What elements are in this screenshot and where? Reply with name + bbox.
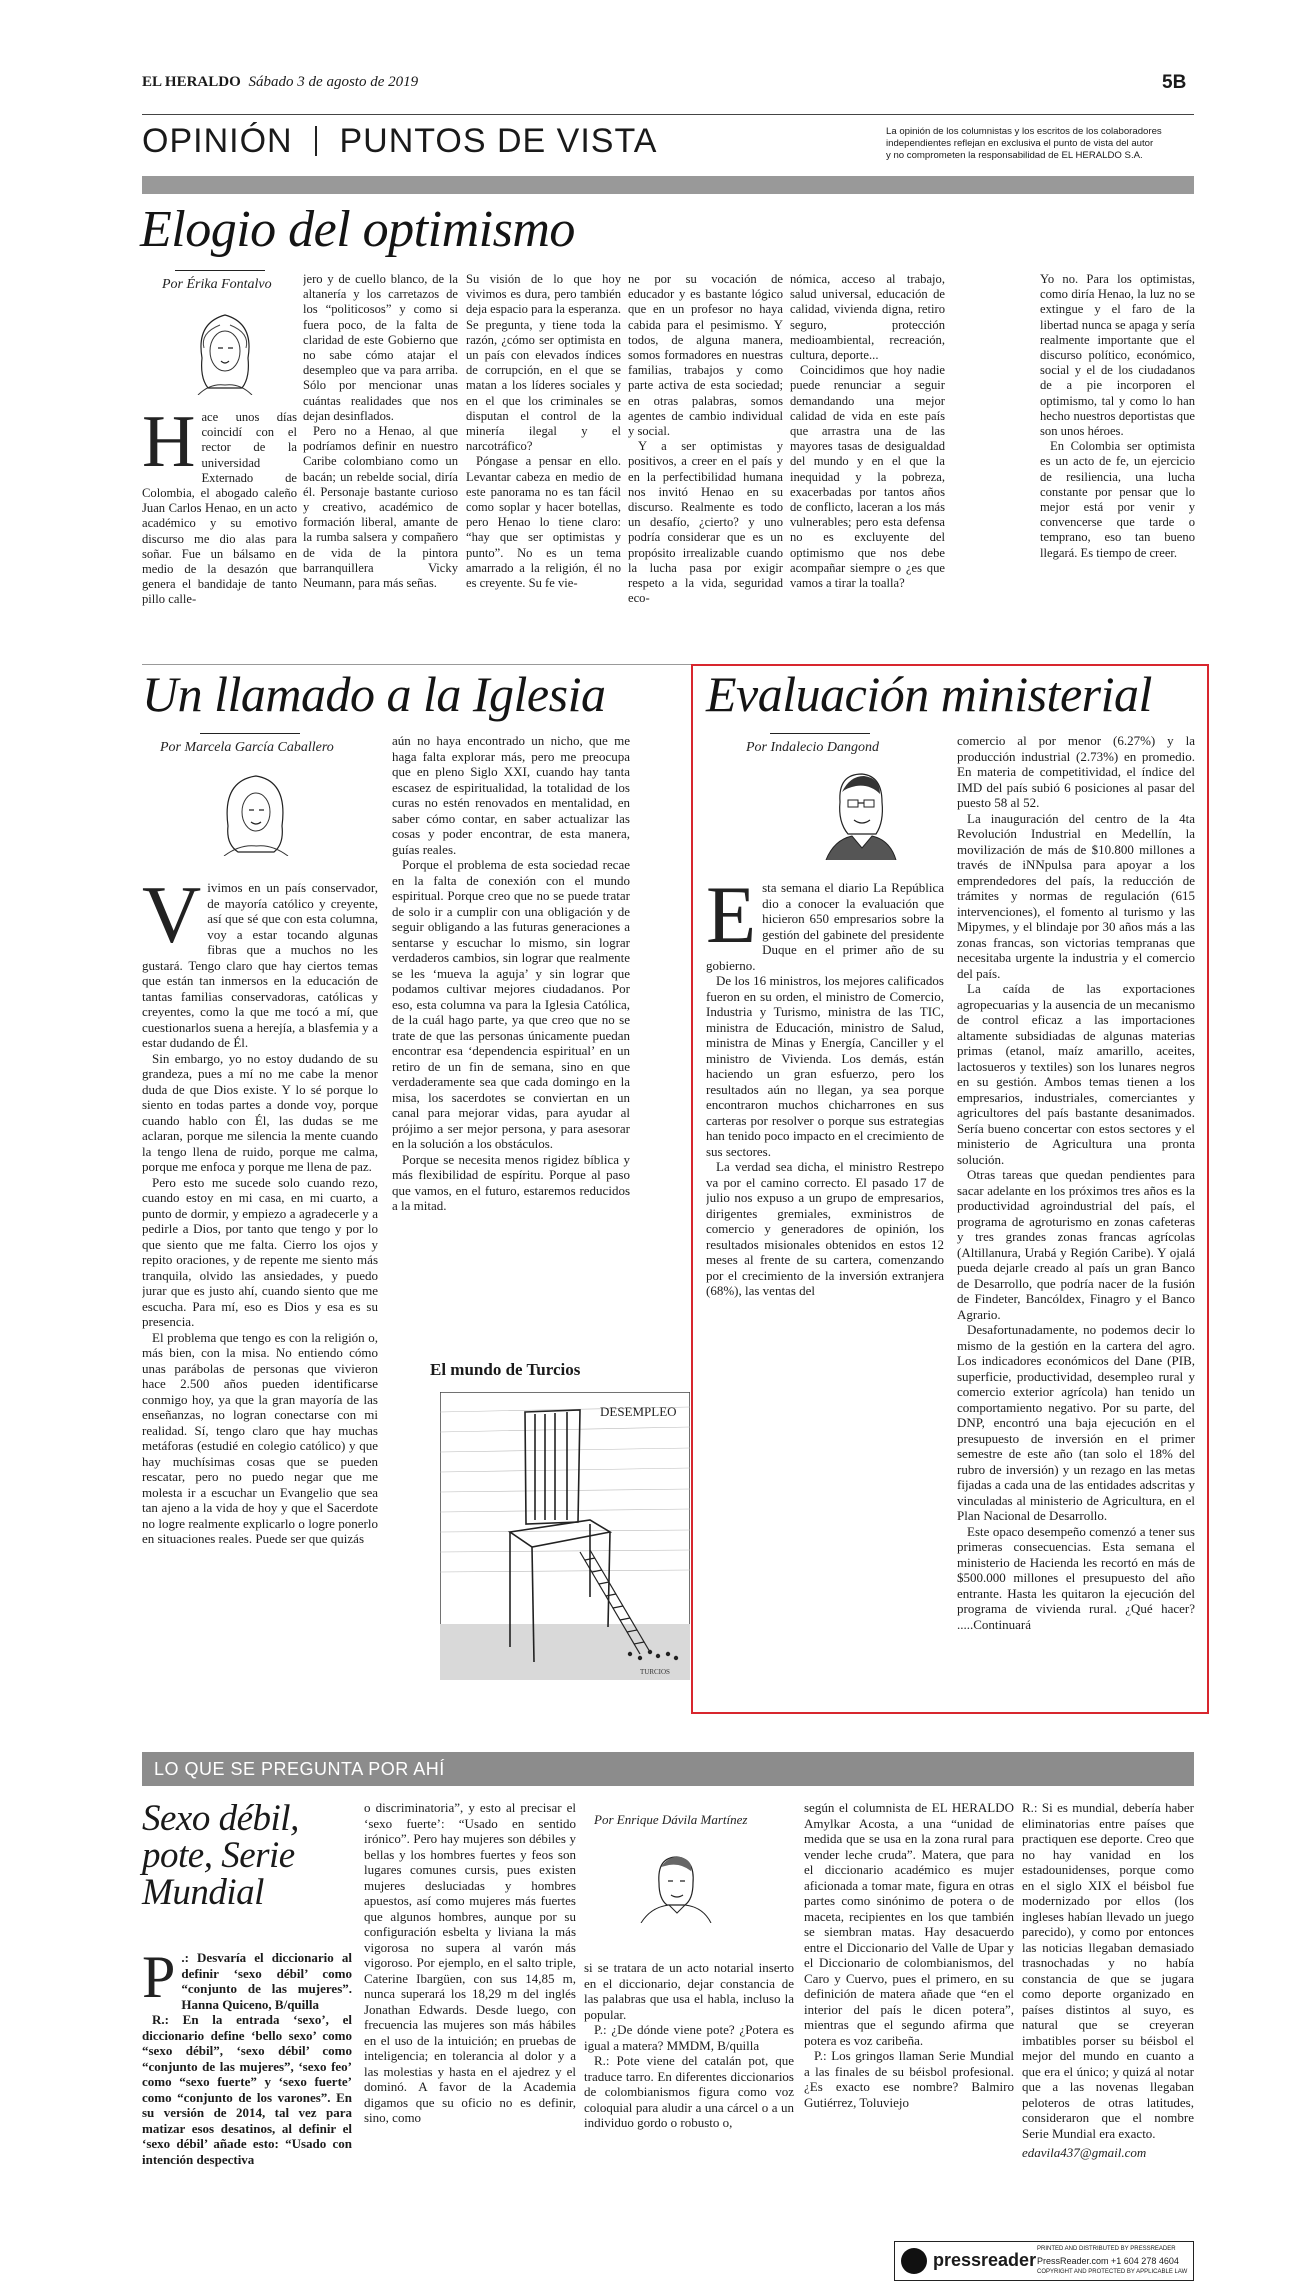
byline-dangond: Por Indalecio Dangond <box>746 740 879 755</box>
page-number: 5B <box>1162 72 1187 93</box>
pressreader-line3: COPYRIGHT AND PROTECTED BY APPLICABLE LAW <box>1037 2269 1188 2275</box>
article1-col4: ne por su vocación de educador y es bastante lógico que en un profesor no haya cabida para el pesimismo. Y todos, de alguna manera, somos formadores en nuestras familias, trabajos y como parte activa de esta sociedad; en otras palabras, somos agentes de cambio individual y social. Y a ser optimistas y positivos, a creer en el país y en la perfectibilidad humana nos invitó Henao en su discurso. Realmente es todo un desafío, ¿cierto? y uno podría considerar que es un propósito irrealizable cuando la lucha pasa por exigir respeto a la vida, seguridad eco- <box>628 272 783 606</box>
pressreader-footer <box>894 2241 1194 2281</box>
article4-col3: si se tratara de un acto notarial inserto en el diccionario, dejar constancia de las palabras que usa el habla, incluso la popular. P.: ¿De dónde viene pote? ¿Potera es igual a matera? MMDM, B/quilla R.: Pote viene del catalán pot, que traduce tarro. En diferentes diccionarios de colombianismos figura como voz coloquial para aludir a una cárcel o a un individuo gordo o robusto o, <box>584 1960 794 2130</box>
header-rule <box>142 114 1194 115</box>
article-title-iglesia: Un llamado a la Iglesia <box>142 666 606 722</box>
article4-col2: o discriminatoria”, y esto al precisar el ‘sexo fuerte’: “Usado en sentido irónico”. Pero hay mujeres son débiles y bellas y los hombres fuertes y feos son lugares comunes cursis, pues existen mujeres desluciadas y hombres apuestos, así como mujeres más fuertes que algunos hombres, aunque por su configuración esbelta y liviana la más vigorosa no supera al varón más vigoroso. Por ejemplo, en el salto triple, Caterine Ibargüen, con sus 14,85 m, nunca superará los 18,29 m del inglés Jonathan Edwards. Desde luego, con frecuencia las mujeres son más hábiles en el uso de la intuición; en pruebas de inteligencia; en tolerancia al dolor y a las molestias y hasta en el ajedrez y el dominó. A favor de la Academia digamos que su oficio no es definir, sino, como <box>364 1800 576 2125</box>
article1-col5: nómica, acceso al trabajo, salud universal, educación de calidad, vivienda digna, retiro seguro, protección medioambiental, recreación, cultura, deporte... Coincidimos que hoy nadie puede renunciar a seguir demandando una mejor calidad de vida en este país que arrastra una de las mayores tasas de desigualdad del mundo y en el que la inequidad y la pobreza, exacerbadas por tantos años de conflicto, laceran a los más vulnerables; pero esta defensa no es excluyente del optimismo que nos debe acompañar siempre o ¿es que vamos a tirar la toalla? <box>790 272 945 591</box>
pressreader-line1: PRINTED AND DISTRIBUTED BY PRESSREADER <box>1037 2246 1176 2252</box>
section-name: OPINIÓN <box>142 122 293 160</box>
article-title-sexo: Sexo débil, pote, Serie Mundial <box>142 1798 299 1913</box>
article3-col1: Esta semana el diario La República dio a conocer la evaluación que hicieron 650 empresarios sobre la gestión del gabinete del presidente Duque en el primer año de su gobierno. De los 16 ministros, los mejores calificados fueron en su orden, el ministro de Comercio, Industria y Turismo, ministra de las TIC, ministra de Educación, ministro de Salud, ministra de Minas y Energía, Canciller y el ministro de Vivienda. Los demás, están haciendo un gran esfuerzo, pero los resultados aún no llegan, ya sea porque encontraron muchos chicharrones en sus carteras por resolver o porque sus estrategias han tenido poco impacto en el crecimiento de sus sectores. La verdad sea dicha, el ministro Restrepo va por el camino correcto. El pasado 17 de julio nos expuso a un grupo de empresarios, dirigentes gremiales, exministros de comercio y generadores de opinión, los resultados misionales obtenidos en estos 12 meses al frente de su cartera, comenzando por el crecimiento de la inversión extranjera (68%), las ventas del <box>706 880 944 1298</box>
subsection-name: PUNTOS DE VISTA <box>339 122 658 160</box>
section-bar-label: LO QUE SE PREGUNTA POR AHÍ <box>154 1759 445 1779</box>
article4-col5: R.: Si es mundial, debería haber eliminatorias entre países que practiquen ese deporte. Creo que no hay vanidad en los estadounidenses, porque como en el siglo XIX el béisbol fue modernizado por ellos (los ingleses habían llevado un juego parecido), y como por entonces las noticias llegaban demasiado trasnochadas y no había constancia de que se jugara como deporte organizado en países distintos al suyo, es natural que se creyeran imbatibles porser su béisbol el mejor del mundo en cuanto a que era el único; y quizá al notar que a las novenas llegaban peloteros de otras latitudes, consideraron que el nombre Serie Mundial era exacto. edavila437@gmail.com <box>1022 1800 1194 2160</box>
article-title-evaluacion: Evaluación ministerial <box>706 666 1152 722</box>
dropcap-h: H <box>142 410 196 483</box>
author-portrait-davila <box>635 1843 715 1923</box>
author-portrait-fontalvo <box>190 303 260 395</box>
disclaimer: La opinión de los columnistas y los escritos de los colaboradores independientes reflejan en exclusiva el punto de vista del autor y no comprometen la responsabilidad de EL HERALDO S.A. <box>886 126 1162 161</box>
section-bar <box>142 1752 1194 1786</box>
byline-rule <box>770 733 870 734</box>
author-email: edavila437@gmail.com <box>1022 2145 1147 2160</box>
byline-garcia: Por Marcela García Caballero <box>160 740 334 755</box>
byline-fontalvo: Por Érika Fontalvo <box>162 277 272 292</box>
pressreader-line2: PressReader.com +1 604 278 4604 <box>1037 2256 1179 2266</box>
dropcap-p: P <box>142 1950 176 2010</box>
article1-col6: Yo no. Para los optimistas, como diría Henao, la luz no se extingue y el faro de la libertad nunca se apaga y sería realmente importante que el discurso político, económico, social y el de los ciudadanos de a pie incorporen el optimismo, tal y como lo han hecho nuestros deportistas que son unos héroes. En Colombia ser optimista es un acto de fe, un ejercicio de resiliencia, una lucha constante por pensar que lo mejor está por venir y convencerse que tarde o temprano, eso tan bueno llegará. Es tiempo de creer. <box>1040 272 1195 560</box>
dropcap-e: E <box>706 880 757 960</box>
byline-davila: Por Enrique Dávila Martínez <box>594 1812 748 1827</box>
masthead <box>142 74 418 91</box>
date: Sábado 3 de agosto de 2019 <box>248 74 419 90</box>
cartoon-title: El mundo de Turcios <box>430 1360 581 1379</box>
byline-rule <box>200 733 300 734</box>
cartoon-signature: TURCIOS <box>640 1668 670 1676</box>
article1-col2: jero y de cuello blanco, de la altanería y los carretazos de los “politicosos” y como si fuera poco, de la falta de claridad de este Gobierno que no sabe cómo atajar el desempleo que va para arriba. Sólo por mencionar unas cuántas realidades que nos dejan desinflados. Pero no a Henao, al que podríamos definir en nuestro Caribe colombiano como un bacán; un rebelde social, diría él. Personaje bastante curioso y creativo, académico de formación liberal, amante de la rumba salsera y compañero de vida de la pintora barranquillera Vicky Neumann, para más señas. <box>303 272 458 591</box>
article2-col1: Vivimos en un país conservador, de mayoría católico y creyente, así que sé que con esta columna, voy a estar tocando algunas fibras que a muchos no les gustará. Tengo claro que hay ciertos temas que están tan inmersos en la educación de tantas familias conservadoras, católicas y creyentes, como la que me tocó a mí, que cuestionarlos suena a herejía, a blasfemia y a estar dudando de Él. Sin embargo, yo no estoy dudando de su grandeza, pues a mí no me cabe la menor duda de que Dios existe. Y lo sé porque lo siento en todas partes a donde voy, porque cuando hablo con Él, las dudas se me aclaran, porque me silencia la mente cuando la tengo llena de ruido, porque me calma, porque me enfoca y porque me llena de paz. Pero esto me sucede solo cuando rezo, cuando estoy en mi casa, en mi cuarto, a punto de dormir, y empiezo a agradecerle y a pedirle a Dios, por tanto que tengo y por lo que siento que me falta. Cierro los ojos y repito oraciones, y de repente me siento más tranquila, olvido las ansiedades, y puedo jurar que es justo ahí, cuando siento que me escucha. Para mí, eso es Dios y esa es su presencia. El problema que tengo es con la religión o, más bien, con la misa. No entiendo cómo unas parábolas de personas que vivieron hace 2.500 años pueden identificarse conmigo hoy, ya que la gran mayoría de las enseñanzas, no logran conectarse con mi realidad. Sí, tengo claro que hay muchas metáforas (estudié en colegio católico) y que hay muchísimas cosas que se pueden rescatar, pero no puedo negar que me molesta ir a escuchar un Evangelio que sea tan ajeno a la vida de hoy y que el Sacerdote no logre realmente explicarlo o logre ponerlo en situaciones reales. Puede ser que quizás <box>142 880 378 1546</box>
author-portrait-dangond <box>820 762 900 860</box>
article2-col2: aún no haya encontrado un nicho, que me haga falta explorar más, pero me preocupa que en pleno Siglo XXI, cuando hay tanta escasez de espiritualidad, la totalidad de los curas no estén renovados en mentalidad, en saber cómo contar, en saber actualizar las cosas y poder encontrar, de esta manera, guías reales. Porque el problema de esta sociedad recae en la falta de conexión con el mundo espiritual. Porque creo que no se puede tratar de solo ir a cumplir con una obligación y de seguir obligando a las futuras generaciones a sentarse y escuchar lo mismo, sin lograr verdaderos cambios, sin lograr que realmente se les ‘mueva la aguja’ y sin lograr que podamos cultivar mejores ciudadanos. Por eso, esta columna va para la Iglesia Católica, de la cuál hago parte, ya que creo que no se trate de que las personas únicamente puedan encontrar esa ‘dependencia espiritual’ en un retiro de un fin de semana, sino en que verdaderamente sea que cada domingo en la misa, los sacerdotes se conviertan en un canal para mejorar vidas, para ayudar al prójimo a ser mejor persona, y para asesorar en la solución a los obstáculos. Porque se necesita menos rigidez bíblica y más flexibilidad de espíritu. Porque al paso que vamos, en el futuro, estaremos reducidos a la mitad. <box>392 733 630 1213</box>
article-title-elogio: Elogio del optimismo <box>140 201 575 258</box>
pressreader-logo <box>901 2248 927 2274</box>
cartoon-turcios <box>440 1392 690 1680</box>
author-portrait-garcia <box>218 766 293 856</box>
paper-name: EL HERALDO <box>142 74 241 90</box>
dropcap-v: V <box>142 880 202 960</box>
cartoon-caption: DESEMPLEO <box>600 1404 677 1419</box>
pressreader-brand: pressreader <box>933 2250 1037 2270</box>
article1-col1: Hace unos días coincidí con el rector de la universidad Externado de Colombia, el abogado caleño Juan Carlos Henao, en un acto académico y su emotivo discurso me dio alas para soñar. Fue un bálsamo en medio de la desazón que genera el bandidaje de tanto pillo calle- <box>142 410 297 607</box>
article3-col2: comercio al por menor (6.27%) y la producción industrial (2.73%) en promedio. En materia de competitividad, el índice del IMD del país subió 6 posiciones al pasar del puesto 58 al 52. La inauguración del centro de la 4ta Revolución Industrial en Medellín, la movilización de más de $10.800 millones a través de iNNpulsa para apoyar a los emprendedores del país, la reducción de trámites y normas de regulación (615 intervenciones), el fomento al turismo y las Mipymes, y el blindaje por 30 años más a las zonas francas, son victorias tempranas que necesitaba urgente la industria y el comercio del país. La caída de las exportaciones agropecuarias y la ausencia de un mecanismo de control eficaz a las importaciones altamente subsidiadas de algunas materias primas (etanol, maíz amarillo, aceites, lactosueros y textiles) son los lunares negros en su gestión. Ambos temas tienen a los empresarios, industriales, comerciantes y agricultores del país bastante desanimados. Sería bueno concertar con estos sectores y el ministerio de Agricultura una pronta solución. Otras tareas que quedan pendientes para sacar adelante en los próximos tres años es la productividad agroindustrial del país, el programa de agroturismo en zonas cafeteras y tres grandes zonas francas agrícolas (Altillanura, Urabá y Región Caribe). Y ojalá pueda dejarle creado al país un gran Banco de Desarrollo, que podría nacer de la fusión de Findeter, Bancóldex, Finagro y el Banco Agrario. Desafortunadamente, no podemos decir lo mismo de la gestión en la cartera del agro. Los indicadores económicos del Dane (PIB, superficie, productividad, desempleo rural y comercio exterior agrícola) han tenido un comportamiento negativo. Por su parte, del DNP, encontró una baja ejecución en el presupuesto de inversión en el primer semestre de este año (tan solo el 18% del rubro de inversión) y un rezago en las metas fijadas a cada una de las entidades adscritas y vinculadas al ministerio de Agricultura, en el Plan Nacional de Desarrollo. Este opaco desempeño comenzó a tener sus primeras consecuencias. Esta semana el ministerio de Hacienda les recortó en más de $500.000 millones el presupuesto del año entrante. Hasta les quitaron la ejecución del programa de vivienda rural. ¿Qué hacer? .....Continuará <box>957 733 1195 1632</box>
byline-rule <box>175 270 265 271</box>
article1-col3: Su visión de lo que hoy vivimos es dura, pero también deja espacio para la esperanza. Se pregunta, y tiene toda la razón, ¿cómo ser optimista en un país con elevados índices de corrupción, en el que se matan a los líderes sociales y en el que los criminales se disputan el control de la minería ilegal y el narcotráfico? Póngase a pensar en ello. Levantar cabeza en medio de este panorama no es tan fácil como soplar y hacer botellas, pero Henao lo tiene claro: “hay que ser optimistas y punto”. No es un tema amarrado a la religión, él no es creyente. Su fe vie- <box>466 272 621 591</box>
section-header <box>142 122 657 161</box>
header-thick-rule <box>142 176 1194 194</box>
article4-col4: según el columnista de EL HERALDO Amylkar Acosta, a una “unidad de medida que se usa en la zona rural para vender leche cruda”. Matera, que para el diccionario académico es mujer aficionada a tomar mate, figura en otras partes como sinónimo de potera o de maceta, recipientes en los que también se siembran matas. Hay desacuerdo entre el Diccionario del Valle de Upar y el Diccionario de colombianismos, del Caro y Cuervo, pues el primero, en su definición de matera añade que “en el interior del país le dicen potera”, mientras que el segundo afirma que potera es voz caribeña. P.: Los gringos llaman Serie Mundial a las finales de su béisbol profesional. ¿Es exacto ese nombre? Balmiro Gutiérrez, Toluviejo <box>804 1800 1014 2110</box>
section-divider <box>315 126 317 156</box>
article4-col1: P .: Desvaría el diccionario al definir ‘sexo débil’ como “conjunto de las mujeres”. Hanna Quiceno, B/quilla R.: En la entrada ‘sexo’, el diccionario define ‘bello sexo’ como “sexo débil”, ‘sexo débil’ como “conjunto de las mujeres”, ‘sexo feo’ como “sexo fuerte” y ‘sexo fuerte’ como “conjunto de los varones”. En su versión de 2014, tal vez para matizar esos desatinos, al definir el ‘sexo débil’ añade esto: “Usado con intención despectiva <box>142 1950 352 2167</box>
